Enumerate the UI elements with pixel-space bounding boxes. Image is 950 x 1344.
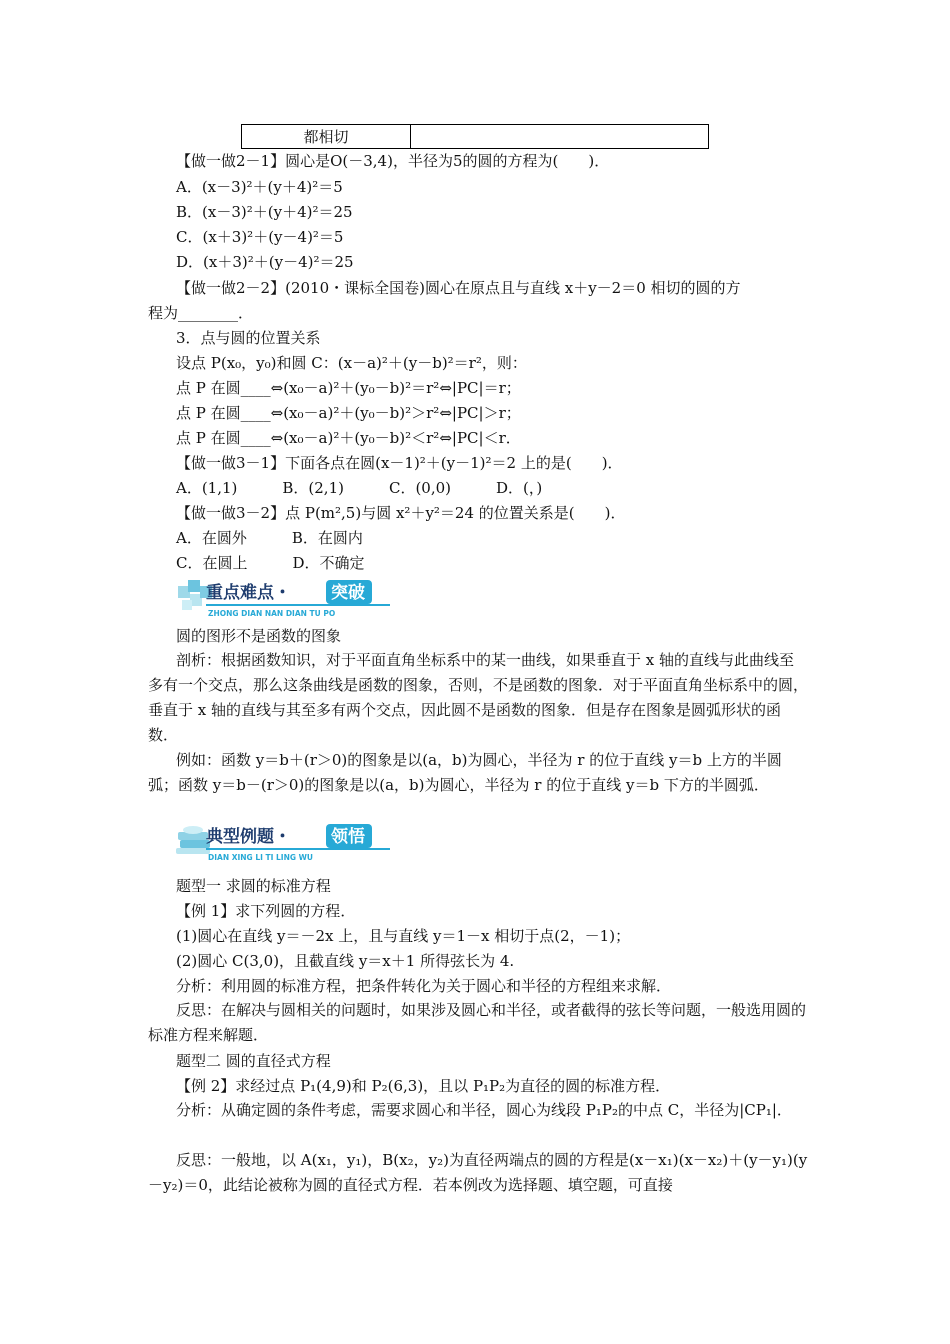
exercise-3-2-options-cd: C．在圆上 D．不确定: [176, 554, 365, 572]
exercise-3-2-question: 【做一做3－2】点 P(m²,5)与圆 x²＋y²＝24 的位置关系是( )．: [176, 504, 626, 522]
example1-analysis: 分析：利用圆的标准方程，把条件转化为关于圆心和半径的方程组来求解．: [176, 977, 672, 995]
key-points-banner: [176, 576, 396, 624]
summary-table-row: [241, 124, 709, 149]
exercise-2-2-line1: 【做一做2－2】(2010・课标全国卷)圆心在原点且与直线 x＋y－2＝0 相切的圆的方: [176, 279, 741, 297]
exercise-3-2-options-ab: A．在圆外 B．在圆内: [176, 529, 363, 547]
option-c: C．(x＋3)²＋(y－4)²＝5: [176, 228, 344, 246]
exercise-2-2-line2: 程为________．: [148, 304, 254, 322]
type2-title: 题型二 圆的直径式方程: [176, 1052, 331, 1070]
section-3-intro: 设点 P(x₀，y₀)和圆 C：(x－a)²＋(y－b)²＝r²，则：: [176, 354, 527, 372]
book-stack-icon: [176, 826, 210, 854]
banner-title: 重点难点・: [206, 583, 291, 603]
type1-title: 题型一 求圆的标准方程: [176, 877, 331, 895]
key-example: 例如：函数 y＝b＋(r＞0)的图象是以(a，b)为圆心，半径为 r 的位于直线 y＝b 上方的半圆弧；函数 y＝b－(r＞0)的图象是以(a，b)为圆心，半径为 r 的位于直线 y＝b 下方的半圆弧．: [148, 751, 782, 794]
examples-banner: [176, 818, 396, 866]
example1-part1: (1)圆心在直线 y＝－2x 上，且与直线 y＝1－x 相切于点(2，－1)；: [176, 927, 631, 945]
table-cell-label: 都相切: [242, 125, 411, 149]
example1-part2: (2)圆心 C(3,0)，且截直线 y＝x＋1 所得弦长为 4.: [176, 952, 515, 970]
key-analysis: 剖析：根据函数知识，对于平面直角坐标系中的某一曲线，如果垂直于 x 轴的直线与此曲线至多有一个交点，那么这条曲线是函数的图象，否则，不是函数的图象．对于平面直角坐标系中的圆，垂直于 x 轴的直线与其至多有两个交点，因此圆不是函数的图象．但是存在图象是圆弧形状的函数．: [148, 651, 809, 744]
example2-analysis: 分析：从确定圆的条件考虑，需要求圆心和半径，圆心为线段 P₁P₂的中点 C，半径为|CP₁|．: [176, 1101, 792, 1119]
example1-intro: 【例 1】求下列圆的方程．: [176, 902, 356, 920]
table-cell-value: [411, 125, 709, 149]
relation-outside: 点 P 在圆____⇔(x₀－a)²＋(y₀－b)²＞r²⇔|PC|＞r；: [176, 404, 521, 422]
option-a: A．(x－3)²＋(y＋4)²＝5: [176, 178, 343, 196]
example1-reflection: 反思：在解决与圆相关的问题时，如果涉及圆心和半径，或者截得的弦长等问题，一般选用圆的标准方程来解题．: [148, 1001, 807, 1044]
exercise-3-1-question: 【做一做3－1】下面各点在圆(x－1)²＋(y－1)²＝2 上的是( )．: [176, 454, 623, 472]
exercise-3-1-options: A．(1,1) B．(2,1) C．(0,0) D．(，): [176, 479, 543, 497]
banner-pinyin: ZHONG DIAN NAN DIAN TU PO: [208, 609, 336, 618]
example2-reflection: 反思：一般地，以 A(x₁，y₁)，B(x₂，y₂)为直径两端点的圆的方程是(x－x₁)(x－x₂)＋(y－y₁)(y－y₂)＝0，此结论被称为圆的直径式方程．若本例改为选择题、填空题，可直接: [148, 1151, 808, 1194]
option-b: B．(x－3)²＋(y＋4)²＝25: [176, 203, 353, 221]
banner-highlight: 突破: [331, 583, 365, 603]
section-3-title: 3．点与圆的位置关系: [176, 329, 321, 347]
option-d: D．(x＋3)²＋(y－4)²＝25: [176, 253, 354, 271]
banner-highlight: 领悟: [331, 827, 365, 847]
relation-on: 点 P 在圆____⇔(x₀－a)²＋(y₀－b)²＝r²⇔|PC|＝r；: [176, 379, 521, 397]
banner-title: 典型例题・: [206, 827, 291, 847]
relation-inside: 点 P 在圆____⇔(x₀－a)²＋(y₀－b)²＜r²⇔|PC|＜r．: [176, 429, 521, 447]
example2-intro: 【例 2】求经过点 P₁(4,9)和 P₂(6,3)，且以 P₁P₂为直径的圆的标准方程．: [176, 1077, 671, 1095]
banner-pinyin: DIAN XING LI TI LING WU: [208, 853, 313, 862]
exercise-2-1-question: 【做一做2－1】圆心是O(－3,4)，半径为5的圆的方程为( )．: [176, 152, 610, 170]
key-heading: 圆的图形不是函数的图象: [176, 627, 342, 645]
